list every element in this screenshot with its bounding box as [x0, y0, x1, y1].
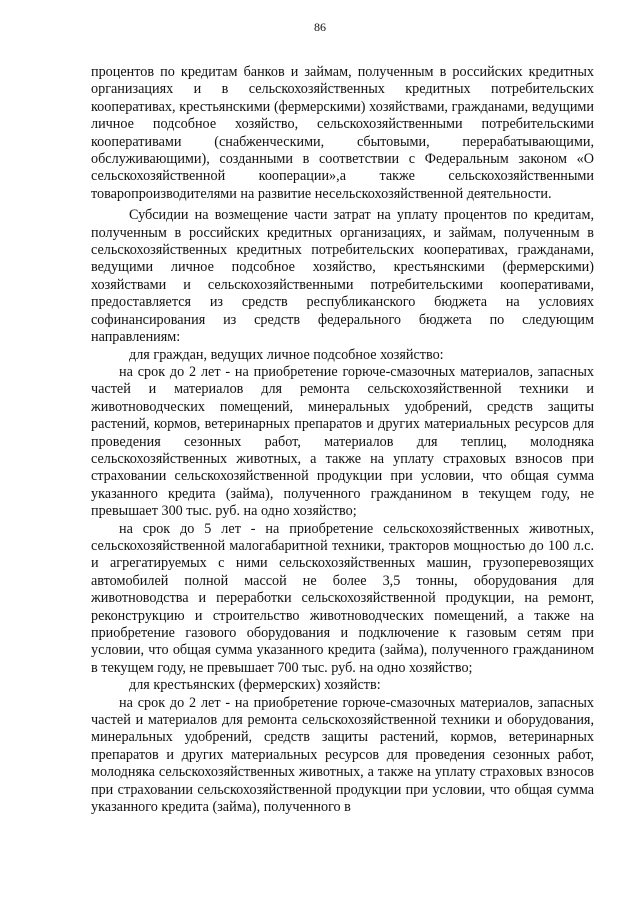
paragraph-citizens-2-years: на срок до 2 лет - на приобретение горюче-смазочных материалов, запасных частей и материалов для ремонта сельскохозяйственной техники и животноводческих помещений, минеральных удобрений, средств защиты растений, кормов, ветеринарных препаратов и других материальных ресурсов для проведения сезонных работ, материалов для теплиц, молодняка сельскохозяйственных животных, а также на уплату страховых взносов при страховании сельскохозяйственной продукции при условии, что общая сумма указанного кредита (займа), полученного гражданином в текущем году, не превышает 300 тыс. руб. на одно хозяйство;: [91, 363, 594, 520]
document-body: [91, 64, 594, 816]
paragraph-citizens-heading: для граждан, ведущих личное подсобное хозяйство:: [129, 346, 444, 363]
paragraph-continuation: процентов по кредитам банков и займам, полученным в российских кредитных организациях и в сельскохозяйственных кредитных потребительских кооперативах, крестьянскими (фермерскими) хозяйствами, гражданами, ведущими личное подсобное хозяйство, сельскохозяйственными потребительскими кооперативами (снабженческими, сбытовыми, перерабатывающими, обслуживающими), созданными в соответствии с Федеральным законом «О сельскохозяйственной кооперации»,а также сельскохозяйственными товаропроизводителями на развитие несельскохозяйственной деятельности.: [91, 64, 594, 202]
paragraph-farms-heading: для крестьянских (фермерских) хозяйств:: [129, 677, 381, 694]
paragraph-farms-2-years: на срок до 2 лет - на приобретение горюче-смазочных материалов, запасных частей и материалов для ремонта сельскохозяйственной техники и оборудования, минеральных удобрений, средств защиты растений, кормов, ветеринарных препаратов и других материальных ресурсов для проведения сезонных работ, молодняка сельскохозяйственных животных, а также на уплату страховых взносов при страховании сельскохозяйственной продукции при условии, что общая сумма указанного кредита (займа), полученного в: [91, 694, 594, 816]
paragraph-citizens-5-years: на срок до 5 лет - на приобретение сельскохозяйственных животных, сельскохозяйственной малогабаритной техники, тракторов мощностью до 100 л.с. и агрегатируемых с ними сельскохозяйственных машин, грузоперевозящих автомобилей полной массой не более 3,5 тонны, оборудования для животноводства и переработки сельскохозяйственной продукции, на ремонт, реконструкцию и строительство животноводческих помещений, а также на приобретение газового оборудования и подключение к газовым сетям при условии, что общая сумма указанного кредита (займа), полученного гражданином в текущем году, не превышает 700 тыс. руб. на одно хозяйство;: [91, 520, 594, 676]
paragraph-subsidies: Субсидии на возмещение части затрат на уплату процентов по кредитам, полученным в российских кредитных организациях, и займам, полученным в сельскохозяйственных кредитных потребительских кооперативах, гражданами, ведущими личное подсобное хозяйство, крестьянскими (фермерскими) хозяйствами и сельскохозяйственными потребительскими кооперативами, предоставляется из средств республиканского бюджета на условиях софинансирования из средств федерального бюджета по следующим направлениям:: [91, 207, 594, 346]
page-number: 86: [314, 20, 326, 34]
